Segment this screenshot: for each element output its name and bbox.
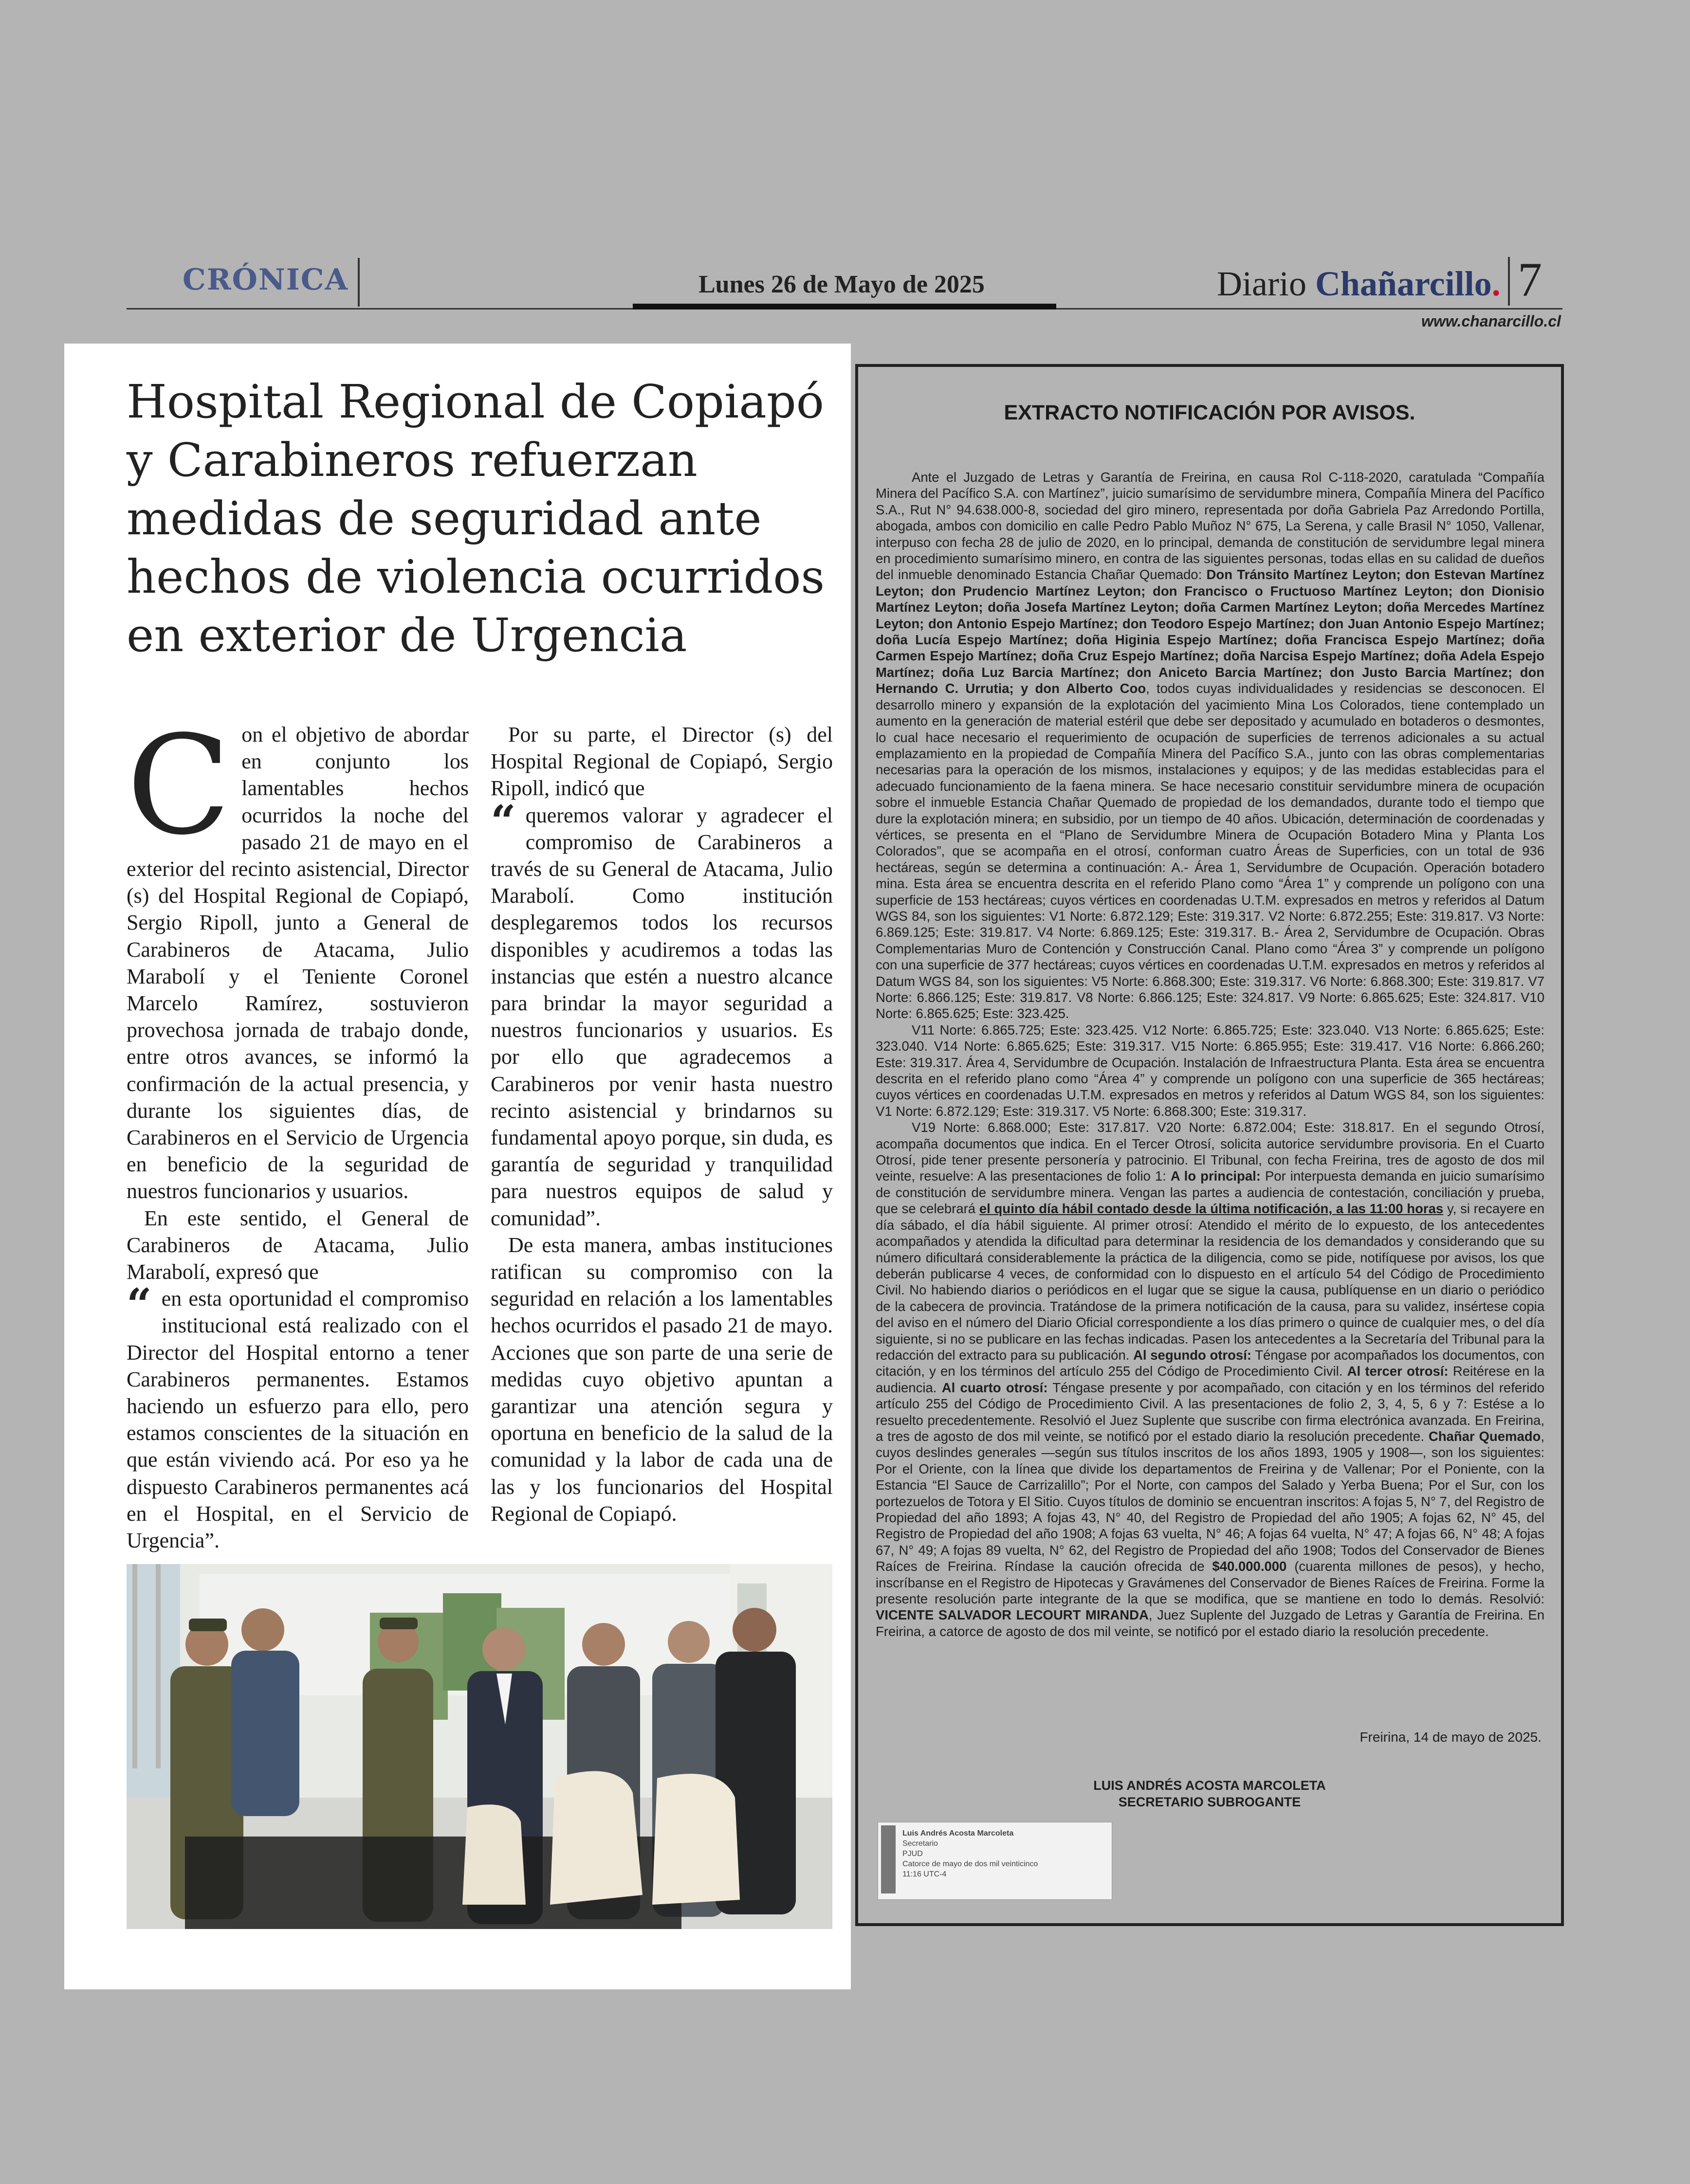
notice-paragraph: V11 Norte: 6.865.725; Este: 323.425. V12 Norte: 6.865.725; Este: 323.040. V13 Norte: 6.865.625; Este: 323.040. V14 Norte: 6.865.625; Este: 319.317. V15 Norte: 6.865.955; Este: 319.417. V16 Norte: 6.866.260; Este: 319.317. Área 4, Servidumbre de Ocupación. Instalación de Infraestructura Planta. Esta área se encuentra descrita en el referido plano como “Área 4” y comprende un polígono con una superficie de 365 hectáreas; cuyos vértices en coordenadas U.T.M. expresados en metros y referidos al Datum WGS 84, son los siguientes: V1 Norte: 6.872.129; Este: 319.317. V5 Norte: 6.868.300; Este: 319.317. [876,1022,1544,1119]
group-photo-illustration [127,1564,832,1929]
signature-details: Luis Andrés Acosta Marcoleta Secretario PJUD Catorce de mayo de dos mil veinticinco 11:16 UTC-4 [902,1829,1038,1878]
headline-line: medidas de seguridad ante [127,492,762,546]
headline-line: y Carabineros refuerzan [127,434,698,487]
masthead-prefix: Diario [1217,264,1306,303]
page-number: 7 [1518,253,1542,307]
notice-date: Freirina, 14 de mayo de 2025. [1359,1729,1542,1745]
website-link[interactable]: www.chanarcillo.cl [1421,312,1561,330]
signer-title: SECRETARIO SUBROGANTE [1118,1795,1301,1809]
judge-name: VICENTE SALVADOR LECOURT MIRANDA [876,1607,1149,1623]
electronic-signature-stamp [878,1822,1112,1900]
notice-body [876,469,1544,1639]
legal-notice-box [855,364,1564,1926]
page-header [127,253,1562,330]
article-panel [64,344,851,1989]
notice-title: EXTRACTO NOTIFICACIÓN POR AVISOS. [1004,401,1415,424]
notice-signer [858,1777,1561,1810]
masthead-dot: . [1491,264,1501,303]
headline-line: hechos de violencia ocurridos [127,550,825,604]
headline-line: en exterior de Urgencia [127,609,687,662]
masthead-logo [1217,264,1501,304]
defendants-list: Don Tránsito Martínez Leyton; don Estevan Martínez Leyton; don Prudencio Martínez Leyton; don Francisco o Fructuoso Martínez Leyton; don Dionisio Martínez Leyton; doña Josefa Martínez Leyton; doña Carmen Martínez Leyton; doña Mercedes Martínez Leyton; don Antonio Espejo Martínez; don Teodoro Espejo Martínez; don Juan Antonio Espejo Martínez; doña Lucía Espejo Martínez; doña Higinia Espejo Martínez; doña Francisca Espejo Martínez; doña Carmen Espejo Martínez; doña Cruz Espejo Martínez; doña Narcisa Espejo Martínez; doña Adela Espejo Martínez; doña Luz Barcia Martínez; don Aniceto Barcia Martínez; don Justo Barcia Martínez; don Hernando C. Urrutia; y don Alberto Coo [876,567,1544,696]
quote-mark-icon: “ [127,1279,152,1331]
hearing-deadline: el quinto día hábil contado desde la última notificación, a las 11:00 horas [979,1201,1444,1217]
article-headline [127,373,827,665]
signature-badge-icon [881,1825,896,1893]
masthead-divider [1508,257,1510,306]
article-paragraph: De esta manera, ambas instituciones ratifican su compromiso con la seguridad en relación a los lamentables hechos ocurridos el pasado 21 de mayo. Acciones que son parte de una serie de medidas cuyo objetivo apuntan a garantizar una atención segura y oportuna en beneficio de la salud de la comunidad y la labor de cada una de las y los funcionarios del Hospital Regional de Copiapó. [491,1233,833,1526]
article-paragraph: Con el objetivo de abordar en conjunto los lamentables hechos ocurridos la noche del pasado 21 de mayo en el exterior del recinto asistencial, Director (s) del Hospital Regional de Copiapó, Sergio Ripoll, junto a General de Carabineros de Atacama, Julio Marabolí y el Teniente Coronel Marcelo Ramírez, sostuvieron provechosa jornada de trabajo donde, entre otros avances, se informó la confirmación de la actual presencia, y durante los siguientes días, de Carabineros en el Servicio de Urgencia en beneficio de la seguridad de nuestros funcionarios y usuarios. [127,707,469,1203]
section-label: CRÓNICA [183,263,349,297]
article-paragraph: En este sentido, el General de Carabineros de Atacama, Julio Marabolí, expresó que [127,1206,469,1284]
notice-paragraph: V19 Norte: 6.868.000; Este: 317.817. V20 Norte: 6.872.004; Este: 318.817. En el segundo Otrosí, acompaña documentos que indica. En el Tercer Otrosí, solicita autorice servidumbre provisoria. En el Cuarto Otrosí, pide tener presente personería y patrocinio. El Tribunal, con fecha Freirina, tres de agosto de dos mil veinte, resuelve: A las presentaciones de folio 1: A lo principal: Por interpuesta demanda en juicio sumarísimo de constitución de servidumbre minera. Vengan las partes a audiencia de contestación, conciliación y prueba, que se celebrará el quinto día hábil contado desde la última notificación, a las 11:00 horas y, si recayere en día sábado, el día hábil siguiente. Al primer otrosí: Atendido el mérito de lo expuesto, de los antecedentes acompañados y atendida la dificultad para determinar la residencia de los demandados y considerando que su número dificultará considerablemente la práctica de la diligencia, como se pide, notifíquese por avisos, los que deberán publicarse 4 veces, de conformidad con lo dispuesto en el artículo 54 del Código de Procedimiento Civil. No habiendo diarios o periódicos en el lugar que se sigue la causa, publíquense en un diario o periódico de la cabecera de provincia. Tratándose de la primera notificación de la causa, para su validez, insértese copia del aviso en el número del Diario Oficial correspondiente a los días primero o quince de cualquier mes, o del día siguiente, si no se publicare en las fechas indicadas. Pasen los antecedentes a la Secretaría del Tribunal para la redacción del extracto para su publicación. Al segundo otrosí: Téngase por acompañados los documentos, con citación, y en los términos del artículo 255 del Código de Procedimiento Civil. Al tercer otrosí: Reitérese en la audiencia. Al cuarto otrosí: Téngase presente y por acompañado, con citación y en los términos del referido artículo 255 del Código de Procedimiento Civil. A las presentaciones de folio 2, 3, 4, 5, 6 y 7: Estése a lo resuelto precedentemente. Resolvió el Juez Suplente que suscribe con firma electrónica avanzada. En Freirina, a tres de agosto de dos mil veinte, se notificó por el estado diario la resolución precedente. Chañar Quemado, cuyos deslindes generales —según sus títulos inscritos de los años 1893, 1905 y 1908—, son los siguientes: Por el Oriente, con la línea que divide los departamentos de Freirina y de Vallenar; Por el Poniente, con la Estancia “El Sauce de Carrizalillo”; Por el Norte, con campos del Salado y Yerba Buena; Por el Sur, con los portezuelos de Totora y El Sitio. Cuyos títulos de dominio se encuentran inscritos: A fojas 5, N° 7, del Registro de Propiedad del año 1893; A fojas 43, N° 40, del Registro de Propiedad del año 1905; A fojas 62, N° 45, del Registro de Propiedad del año 1908; A fojas 63 vuelta, N° 46; A fojas 64 vuelta, N° 47; A fojas 66, N° 48; A fojas 67, N° 49; A fojas 89 vuelta, N° 62, del Registro de Propiedad del año 1908; Todos del Conservador de Bienes Raíces de Freirina. Ríndase la caución ofrecida de $40.000.000 (cuarenta millones de pesos), y hecho, inscríbanse en el Registro de Hipotecas y Gravámenes del Conservador de Bienes Raíces de Freirina. Forme la presente resolución parte integrante de la que se modifica, que se mantiene en todo lo demás. Resolvió: VICENTE SALVADOR LECOURT MIRANDA, Juez Suplente del Juzgado de Letras y Garantía de Freirina. En Freirina, a catorce de agosto de dos mil veinte, se notificó por el estado diario la resolución precedente. [876,1120,1545,1639]
article-quote: “ queremos valorar y agradecer el compromiso de Carabineros a través de su General de Atacama, Julio Marabolí. Como institución desplegaremos todos los recursos disponibles y acudiremos a todas las instancias que estén a nuestro alcance para brindar la mayor seguridad a nuestros funcionarios y usuarios. Es por ello que agradecemos a Carabineros por venir hasta nuestro recinto asistencial y brindarnos su fundamental apoyo porque, sin duda, es garantía de seguridad y tranquilidad para nuestros equipos de salud y comunidad”. [491,795,833,1230]
article-column-left [127,707,469,1554]
article-photo [127,1564,832,1929]
issue-date: Lunes 26 de Mayo de 2025 [698,271,985,298]
drop-cap: C [127,707,231,865]
header-rule-accent [633,304,1056,309]
article-quote: “ en esta oportunidad el compromiso institucional está realizado con el Director del Hospital entorno a tener Carabineros permanentes. Estamos haciendo un esfuerzo para ello, pero estamos conscientes de la situación en que están viviendo acá. Por eso ya he dispuesto Carabineros permanentes acá en el Hospital, en el Servicio de Urgencia”. [127,1279,469,1553]
signer-name: LUIS ANDRÉS ACOSTA MARCOLETA [1093,1778,1326,1793]
header-divider [358,258,360,307]
article-paragraph: Por su parte, el Director (s) del Hospital Regional de Copiapó, Sergio Ripoll, indicó que [491,723,833,801]
article-column-right [491,721,833,1527]
bond-amount: $40.000.000 [1212,1559,1287,1574]
headline-line: Hospital Regional de Copiapó [127,375,824,429]
quote-mark-icon: “ [491,795,516,847]
notice-paragraph: Ante el Juzgado de Letras y Garantía de Freirina, en causa Rol C-118-2020, caratulada “Compañía Minera del Pacífico S.A. con Martínez”, juicio sumarísimo de servidumbre minera, Compañía Minera del Pacífico S.A., Rut N° 94.638.000-8, sociedad del giro minero, representada por doña Gabriela Paz Arredondo Portilla, abogada, ambos con domicilio en calle Pedro Pablo Muñoz N° 675, La Serena, y calle Brasil N° 1050, Vallenar, interpuso con fecha 28 de julio de 2020, en lo principal, demanda de constitución de servidumbre legal minera en procedimiento sumarísimo minero, en contra de las siguientes personas, todas ellas en su calidad de dueños del inmueble denominado Estancia Chañar Quemado: Don Tránsito Martínez Leyton; don Estevan Martínez Leyton; don Prudencio Martínez Leyton; don Francisco o Fructuoso Martínez Leyton; don Dionisio Martínez Leyton; doña Josefa Martínez Leyton; doña Carmen Martínez Leyton; doña Mercedes Martínez Leyton; don Antonio Espejo Martínez; don Teodoro Espejo Martínez; don Juan Antonio Espejo Martínez; doña Lucía Espejo Martínez; doña Higinia Espejo Martínez; doña Francisca Espejo Martínez; doña Carmen Espejo Martínez; doña Cruz Espejo Martínez; doña Narcisa Espejo Martínez; doña Adela Espejo Martínez; doña Luz Barcia Martínez; don Aniceto Barcia Martínez; don Justo Barcia Martínez; don Hernando C. Urrutia; y don Alberto Coo, todos cuyas individualidades y residencias se desconocen. El desarrollo minero y expansión de la explotación del yacimiento Mina Los Colorados, tiene contemplado un aumento en la generación de material estéril que debe ser depositado y acumulado en botaderos o desmontes, lo cual hace necesario el requerimiento de ocupación de superficies de terrenos adicionales a su actual emplazamiento en la propiedad de Compañía Minera del Pacífico S.A., junto con las obras complementarias necesarias para la operación de los mismos, instalaciones y equipos; y de las medidas establecidas para el adecuado funcionamiento de la faena minera. Se hace necesario constituir servidumbre minera de ocupación sobre el inmueble Estancia Chañar Quemado de propiedad de los demandados, durante todo el tiempo que dure la explotación minera; en subsidio, por un tiempo de 40 años. Ubicación, determinación de coordenadas y vértices, se presenta en el “Plano de Servidumbre Minera de Ocupación Botadero Mina y Planta Los Colorados”, que se acompaña en el otrosí, conforman cuatro Áreas de Superficies, con un total de 936 hectáreas, según se determina a continuación: A.- Área 1, Servidumbre de Ocupación. Operación botadero mina. Esta área se encuentra descrita en el referido Plano como “Área 1” y comprende un polígono con una superficie de 153 hectáreas; cuyos vértices en coordenadas U.T.M. expresados en metros y referidos al Datum WGS 84, son los siguientes: V1 Norte: 6.872.129; Este: 319.317. V2 Norte: 6.872.255; Este: 319.817. V3 Norte: 6.869.125; Este: 319.817. V4 Norte: 6.869.125; Este: 319.317. B.- Área 2, Servidumbre de Ocupación. Obras Complementarias Muro de Contención y Construcción Canal. Plano como “Área 3” y comprende un polígono con una superficie de 377 hectáreas; cuyos vértices en coordenadas U.T.M. expresados en metros y referidos al Datum WGS 84, son los siguientes: V5 Norte: 6.868.300; Este: 319.317. V6 Norte: 6.868.300; Este: 319.817. V7 Norte: 6.866.125; Este: 319.817. V8 Norte: 6.866.125; Este: 324.817. V9 Norte: 6.865.625; Este: 324.817. V10 Norte: 6.865.625; Este: 323.425. [876,470,1544,1021]
masthead-name: Chañarcillo [1315,264,1492,303]
